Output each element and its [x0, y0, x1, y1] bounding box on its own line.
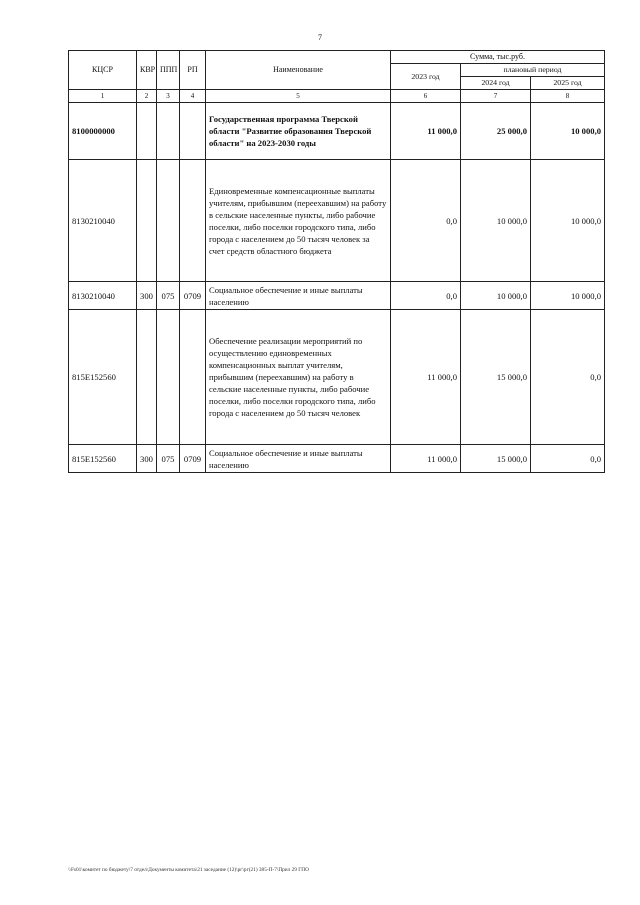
kvr-cell: [137, 160, 157, 282]
rp-cell: [180, 103, 206, 160]
amount-2024-cell: 10 000,0: [461, 160, 531, 282]
table-row: [69, 310, 605, 445]
header-kcsr: КЦСР: [69, 51, 137, 90]
amount-2023-cell: 0,0: [391, 160, 461, 282]
kcsr-cell: 815E152560: [69, 445, 137, 473]
header-2024: 2024 год: [461, 77, 531, 90]
name-cell: Социальное обеспечение и иные выплаты населению: [206, 445, 391, 473]
column-number: 6: [391, 90, 461, 103]
column-number: 7: [461, 90, 531, 103]
name-cell: Единовременные компенсационные выплаты учителям, прибывшим (переехавшим) на работу в сельские населенные пункты, либо рабочие поселки, либо поселки городского типа, либо города с населением до 50 тысяч человек за счет средств областного бюджета: [206, 160, 391, 282]
kcsr-cell: 8100000000: [69, 103, 137, 160]
column-number-row: [69, 90, 605, 103]
header-ppp: ППП: [157, 51, 180, 90]
column-number: 4: [180, 90, 206, 103]
kcsr-cell: 8130210040: [69, 160, 137, 282]
amount-2025-cell: 10 000,0: [531, 160, 605, 282]
amount-2025-cell: 10 000,0: [531, 282, 605, 310]
name-cell: Обеспечение реализации мероприятий по осуществлению единовременных компенсационных выплат учителям, прибывшим (переехавшим) на работу в сельские населенные пункты, либо рабочие поселки, либо поселки городского типа, либо города с населением до 50 тысяч человек: [206, 310, 391, 445]
budget-table: [68, 50, 605, 473]
kvr-cell: 300: [137, 282, 157, 310]
amount-2024-cell: 15 000,0: [461, 445, 531, 473]
header-2023: 2023 год: [391, 64, 461, 90]
name-cell: Государственная программа Тверской области "Развитие образования Тверской области" на 2023-2030 годы: [206, 103, 391, 160]
column-number: 8: [531, 90, 605, 103]
header-rp: РП: [180, 51, 206, 90]
column-number: 5: [206, 90, 391, 103]
table-row: [69, 160, 605, 282]
rp-cell: [180, 160, 206, 282]
header-kvr: КВР: [137, 51, 157, 90]
kvr-cell: [137, 103, 157, 160]
column-number: 2: [137, 90, 157, 103]
amount-2024-cell: 15 000,0: [461, 310, 531, 445]
ppp-cell: 075: [157, 282, 180, 310]
amount-2025-cell: 0,0: [531, 310, 605, 445]
column-number: 1: [69, 90, 137, 103]
table-row: [69, 103, 605, 160]
ppp-cell: [157, 103, 180, 160]
header-name: Наименование: [206, 51, 391, 90]
rp-cell: 0709: [180, 445, 206, 473]
kvr-cell: 300: [137, 445, 157, 473]
name-cell: Социальное обеспечение и иные выплаты населению: [206, 282, 391, 310]
rp-cell: 0709: [180, 282, 206, 310]
header-planned-period: плановый период: [461, 64, 605, 77]
page-number: 7: [318, 33, 322, 42]
file-path-footer: \\Fs01\комитет по бюджету\7 отдел\Документы комитета\21 заседание (12)\рг\рг(21) 385-П-7\Прил 29 ГПО: [68, 867, 309, 873]
table-row: [69, 445, 605, 473]
header-2025: 2025 год: [531, 77, 605, 90]
amount-2024-cell: 25 000,0: [461, 103, 531, 160]
kcsr-cell: 815E152560: [69, 310, 137, 445]
ppp-cell: [157, 160, 180, 282]
rp-cell: [180, 310, 206, 445]
header-sum: Сумма, тыс.руб.: [391, 51, 605, 64]
kcsr-cell: 8130210040: [69, 282, 137, 310]
amount-2023-cell: 11 000,0: [391, 310, 461, 445]
amount-2023-cell: 11 000,0: [391, 103, 461, 160]
amount-2024-cell: 10 000,0: [461, 282, 531, 310]
amount-2023-cell: 0,0: [391, 282, 461, 310]
table-row: [69, 282, 605, 310]
column-number: 3: [157, 90, 180, 103]
kvr-cell: [137, 310, 157, 445]
ppp-cell: 075: [157, 445, 180, 473]
amount-2023-cell: 11 000,0: [391, 445, 461, 473]
amount-2025-cell: 10 000,0: [531, 103, 605, 160]
amount-2025-cell: 0,0: [531, 445, 605, 473]
ppp-cell: [157, 310, 180, 445]
